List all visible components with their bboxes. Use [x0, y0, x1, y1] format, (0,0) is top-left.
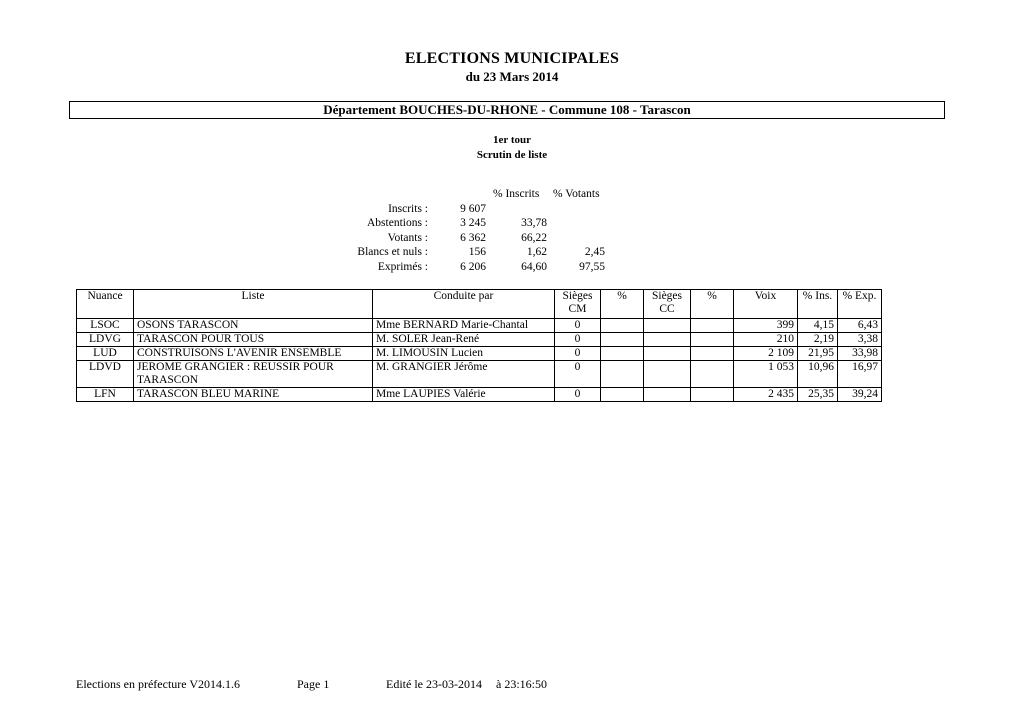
stats-label: Exprimés : — [377, 261, 428, 273]
stats-pct-inscrits: 33,78 — [521, 217, 547, 229]
document-title: ELECTIONS MUNICIPALES — [404, 50, 620, 67]
cell-pct-ins: 2,19 — [798, 333, 838, 347]
liste-name: TARASCON BLEU MARINE — [137, 388, 280, 400]
cell-sieges-cc — [644, 319, 691, 333]
col-header-sieges-cc: Sièges CC — [644, 290, 691, 319]
cell-nuance: LDVD — [77, 361, 134, 388]
cell-pct-exp: 16,97 — [838, 361, 882, 388]
stats-label: Votants : — [387, 232, 428, 244]
cell-liste — [134, 347, 373, 361]
cell-pct-cm — [601, 319, 644, 333]
footer-edited-time: à 23:16:50 — [496, 677, 547, 691]
cell-sieges-cc — [644, 347, 691, 361]
cell-pct-exp: 33,98 — [838, 347, 882, 361]
table-row — [77, 361, 882, 388]
cell-pct-exp: 6,43 — [838, 319, 882, 333]
stats-pct-inscrits: 1,62 — [526, 246, 547, 258]
cell-liste — [134, 388, 373, 402]
stats-label: Inscrits : — [388, 203, 428, 215]
cell-pct-exp: 3,38 — [838, 333, 882, 347]
cell-sieges-cc — [644, 333, 691, 347]
cell-pct-ins: 25,35 — [798, 388, 838, 402]
cell-nuance: LUD — [77, 347, 134, 361]
footer-app-version: Elections en préfecture V2014.1.6 — [76, 677, 241, 691]
cell-sieges-cc — [644, 388, 691, 402]
stats-value: 156 — [468, 246, 486, 258]
cell-sieges-cm: 0 — [555, 347, 601, 361]
stats-pct-votants: 2,45 — [584, 246, 605, 258]
cell-pct-cm — [601, 347, 644, 361]
table-row — [77, 388, 882, 402]
stats-label: Blancs et nuls : — [357, 246, 428, 258]
cell-pct-cm — [601, 333, 644, 347]
cell-liste — [134, 319, 373, 333]
department-banner: Département BOUCHES-DU-RHONE - Commune 108 - Tarascon — [69, 101, 945, 119]
stats-value: 6 362 — [460, 232, 486, 244]
document-date: du 23 Mars 2014 — [465, 69, 559, 84]
col-header-pct-cm: % — [601, 290, 644, 319]
cell-voix: 399 — [734, 319, 798, 333]
stats-label: Abstentions : — [366, 217, 428, 229]
stats-header-votants: % Votants — [553, 188, 600, 200]
cell-pct-ins: 4,15 — [798, 319, 838, 333]
col-header-sieges-cm: Sièges CM — [555, 290, 601, 319]
scrutin-label: Scrutin de liste — [476, 149, 548, 161]
cell-pct-cc — [691, 388, 734, 402]
cell-sieges-cc — [644, 361, 691, 388]
cell-pct-ins: 21,95 — [798, 347, 838, 361]
cell-voix: 210 — [734, 333, 798, 347]
liste-name: JEROME GRANGIER : REUSSIR POUR TARASCON — [137, 361, 334, 386]
stats-pct-inscrits: 66,22 — [521, 232, 547, 244]
cell-conduite: M. GRANGIER Jérôme — [373, 361, 555, 388]
cell-nuance: LDVG — [77, 333, 134, 347]
footer-edited-date: Edité le 23-03-2014 — [386, 677, 482, 691]
cell-nuance: LFN — [77, 388, 134, 402]
stats-header-inscrits: % Inscrits — [493, 188, 540, 200]
stats-value: 3 245 — [460, 217, 486, 229]
col-header-liste: Liste — [134, 290, 373, 319]
cell-sieges-cm: 0 — [555, 388, 601, 402]
cell-pct-cc — [691, 347, 734, 361]
cell-pct-ins: 10,96 — [798, 361, 838, 388]
cell-conduite: Mme BERNARD Marie-Chantal — [373, 319, 555, 333]
liste-name: CONSTRUISONS L'AVENIR ENSEMBLE — [137, 347, 342, 359]
cell-voix: 2 435 — [734, 388, 798, 402]
cell-pct-cc — [691, 361, 734, 388]
cell-voix: 1 053 — [734, 361, 798, 388]
col-header-pct-cc: % — [691, 290, 734, 319]
cell-pct-cm — [601, 388, 644, 402]
col-header-voix: Voix — [734, 290, 798, 319]
cell-sieges-cm: 0 — [555, 361, 601, 388]
cell-sieges-cm: 0 — [555, 319, 601, 333]
footer-page-number: Page 1 — [297, 677, 330, 691]
table-row — [77, 347, 882, 361]
cell-voix: 2 109 — [734, 347, 798, 361]
cell-pct-cc — [691, 319, 734, 333]
cell-liste — [134, 333, 373, 347]
cell-pct-cc — [691, 333, 734, 347]
col-header-conduite: Conduite par — [373, 290, 555, 319]
table-row — [77, 319, 882, 333]
cell-liste — [134, 361, 373, 388]
cell-conduite: M. SOLER Jean-René — [373, 333, 555, 347]
col-header-pct-ins: % Ins. — [798, 290, 838, 319]
liste-name: OSONS TARASCON — [137, 319, 239, 331]
cell-conduite: Mme LAUPIES Valérie — [373, 388, 555, 402]
table-row — [77, 333, 882, 347]
cell-sieges-cm: 0 — [555, 333, 601, 347]
results-table — [76, 289, 882, 402]
stats-pct-inscrits: 64,60 — [521, 261, 547, 273]
stats-pct-votants: 97,55 — [579, 261, 605, 273]
cell-pct-exp: 39,24 — [838, 388, 882, 402]
tour-label: 1er tour — [493, 134, 531, 146]
table-header-row — [77, 290, 882, 319]
cell-pct-cm — [601, 361, 644, 388]
col-header-pct-exp: % Exp. — [838, 290, 882, 319]
cell-conduite: M. LIMOUSIN Lucien — [373, 347, 555, 361]
col-header-nuance: Nuance — [77, 290, 134, 319]
stats-value: 9 607 — [460, 203, 486, 215]
cell-nuance: LSOC — [77, 319, 134, 333]
stats-value: 6 206 — [460, 261, 486, 273]
liste-name: TARASCON POUR TOUS — [137, 333, 265, 345]
